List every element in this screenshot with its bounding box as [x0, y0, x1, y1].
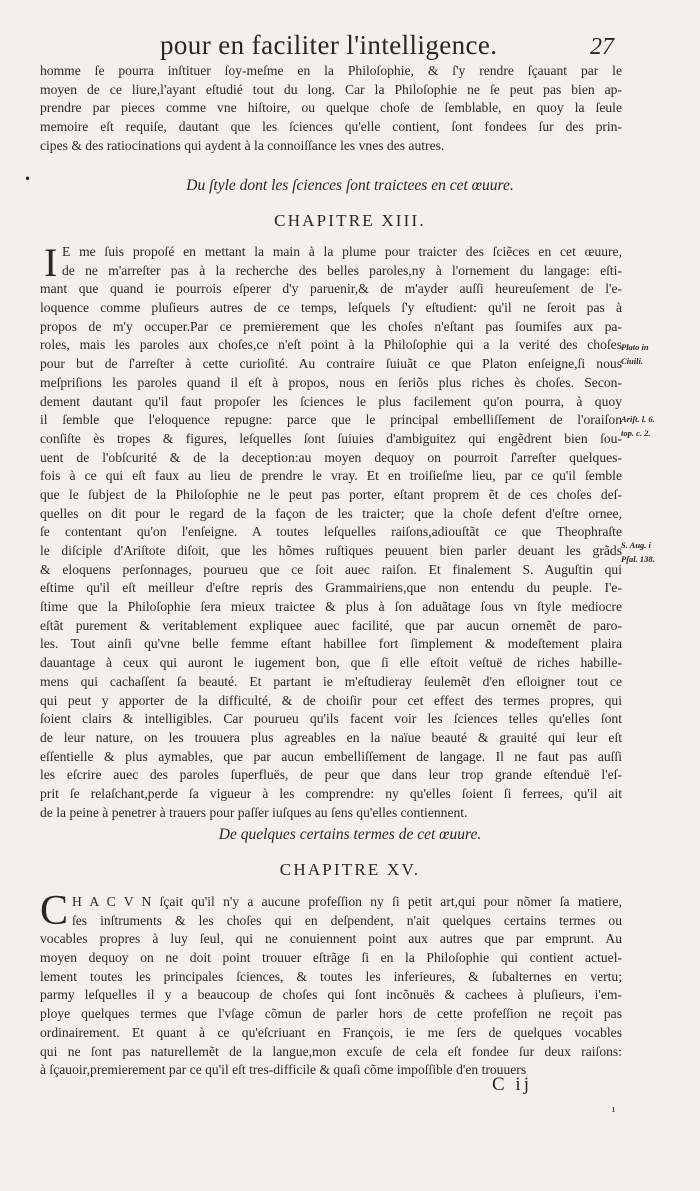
signature-mark: C ij: [492, 1074, 532, 1095]
margin-note: Plato in: [621, 342, 649, 352]
text-line: qui ne ſont pas naturellemẽt de la langue,mon excuſe de cela eſt fondee ſur deux raiſons:: [40, 1043, 622, 1059]
text-line: vocables propres à luy ſeul, qui ne conuiennent point aux autres que par emprunt. Au: [40, 931, 622, 947]
chapter-heading-xiii: CHAPITRE XIII.: [274, 211, 426, 230]
margin-note: Ciuili.: [621, 356, 643, 366]
margin-note: top. c. 2.: [621, 428, 651, 438]
text-line: le diſciple d'Ariſtote diſoit, que les hõmes ruſtiques peuuent bien parler deuant les grãds: [40, 543, 622, 558]
text-line: ſe contentant qu'on l'enſeigne. A toutes leſquelles raiſons,adiouſtãt ce que Theophraſte: [40, 524, 622, 540]
page-number: 27: [590, 34, 614, 60]
text-line: ſes inſtruments & les choſes qui en deſpendent, n'ait quelques certains termes ou: [72, 912, 622, 928]
text-line: cipes & des ratiocinations qui aydent à la connoiſſance les vnes des autres.: [40, 137, 445, 153]
text-line: de la peine à penetrer à trauers pour paſſer iuſques au ſens qu'elles contiennent.: [40, 804, 468, 820]
text-line: eſtime qu'il eſt meilleur d'eſtre repris des Grammairiens,que non entendu du peuple. I'e-: [40, 580, 622, 596]
text-line: moyen dequoy on ne doit point trouuer eſtrãge ſi en la Philoſophie qui contient actuel-: [40, 950, 622, 966]
text-line: moyen de ce liure,l'ayant eſtudié tout du long. Car la Philoſophie ne ſe peut pas bien ap-: [40, 81, 622, 97]
text-line: homme ſe pourra inſtituer ſoy-meſme en la Philoſophie, & ſ'y rendre ſçauant par le: [40, 63, 622, 78]
text-line: & eloquens perſonnages, pourueu que ce ſoit auec raiſon. Et finalement S. Auguſtin qui: [40, 561, 622, 577]
text-line: mens qui cachaſſent ſa beauté. Et partant ie m'eſtudieray ſeulemẽt d'en eſloigner tout ce: [40, 673, 622, 689]
text-line: roles, mais les paroles aux choſes,ce n'eſt point à la Philoſophie qui a la verité des choſes: [40, 337, 622, 353]
text-line: mant que quand ie pourrois eſperer d'y paruenir,& de m'ayder auſſi heureuſement de l'e-: [40, 281, 622, 297]
text-line: prit ſe relaſchant,perde ſa vigueur à les comprendre: ny qu'elles ſoient ſi ferrees, qu'il ait: [40, 785, 622, 801]
text-line: eſtãt purement & veritablement expliquee auec facilité, que par aucun ornemẽt de paro-: [40, 617, 622, 633]
text-line: que le ſubjeɛt de la Philoſophie ne le peut pas porter, eſtant proprem ẽt de ces choſes deſ-: [40, 486, 622, 502]
text-line: dauantage à ceux qui auront le iugement bon, que ſi elle eſtoit veſtuë de riches habille-: [40, 655, 622, 671]
text-line: conſiſte ès tropes & figures, leſquelles ſont ſuiuies d'ambiguitez qui engẽdrent bien ſou-: [40, 430, 622, 446]
text-line: ordinairement. Et quant à ce qu'eſcriuant en François, ie me ſers de quelques vocables: [40, 1024, 622, 1040]
text-line: prendre par pieces comme vne hiſtoire, ou quelque choſe de ſemblable, en quoy la ſeule: [40, 100, 622, 116]
ink-mark: ı: [612, 1105, 615, 1115]
text-line: memoire eſt requiſe, dautant que les ſciences qu'elle contient, ſont fondees ſur des prin-: [40, 119, 622, 135]
chapter-xv-text: [40, 893, 622, 1080]
chapter-xiii-text: [40, 240, 622, 822]
text-line: les. Tout ainſi qu'vne belle femme eſtant habillee fort ſimplement & modeſtement plaira: [40, 636, 622, 652]
intro-paragraph: [40, 62, 622, 155]
text-line: eſſentielle & plus aymables, que par aucun embelliſſement de langage. Il ne faut pas auſſi: [40, 748, 622, 764]
text-line: qui peut y apporter de la difficulté, & de choiſir pour cet effeɛt des termes propres, qui: [40, 692, 622, 708]
margin-note: Pſal. 138.: [621, 554, 655, 564]
text-line: lement toutes les principales ſciences, & toutes les inferieures, & ſubalternes en vertu;: [40, 968, 622, 984]
text-line: pour but de ſ'arreſter à cette curioſité. Au contraire ſuiuãt ce que Platon enſeigne,ſi nous: [40, 356, 622, 372]
text-line: de ne m'arreſter pas à la recherche des belles paroles,ny à l'ornement du langage: eſti-: [62, 262, 622, 278]
text-line: propos de m'y occuper.Par ce premierement que les choſes n'eſtant pas ſoumiſes aux pa-: [40, 318, 622, 334]
text-line: à ſçauoir,premierement par ce qu'il eſt tres-difficile & quaſi cõme impoſſible d'en trouuers: [40, 1062, 527, 1078]
text-line: uent de l'obſcurité & de la deception:au moyen dequoy on pourroit ſ'arreſter quelques-: [40, 449, 622, 465]
text-line: ſtime que la Philoſophie ſera mieux traictee & plus à ſon aduãtage ſous vn ſtyle mediocre: [40, 599, 622, 615]
text-line: loquence comme pluſieurs autres de ce temps, leſquels ſ'y eſtudient: qu'il ne ſeroit pas à: [40, 300, 622, 316]
section-title-style: Du ſtyle dont les ſciences ſont traictees en cet œuure.: [186, 177, 514, 194]
drop-cap-i: I: [44, 240, 58, 285]
ink-mark: •: [24, 172, 32, 186]
text-line: H A C V N ſçait qu'il n'y a aucune profeſſion ny ſi petit art,qui pour nõmer ſa matiere,: [72, 894, 622, 909]
text-line: ploye quelques termes que l'vſage cõmun de parler hors de cette profeſſion ne reçoit pas: [40, 1006, 622, 1022]
text-line: quelles on dit pour le regard de la façon de les traicter; que la choſe defent d'eſtre ornee,: [40, 505, 622, 521]
text-line: meſpriſions les paroles quand il eſt à propos, nous en ſeriõs plus riches ès choſes. Secon-: [40, 374, 622, 390]
text-line: parmy leſquelles il y a beaucoup de choſes qui ſont incõnuës & cachees à pluſieurs, i'em-: [40, 987, 622, 1003]
margin-note: S. Aug. i: [621, 540, 651, 550]
text-line: les eſcrire auec des paroles ſuperfluës, de peur que dans leur trop grande eſtenduë l'eſ-: [40, 767, 622, 783]
text-line: de leur nature, on les trouuera plus agreables en la naïue beauté & grauité qui leur eſt: [40, 729, 622, 745]
text-line: ſoient clairs & intelligibles. Car pourueu qu'ils facent voir les ſciences telles qu'elles ſont: [40, 711, 622, 727]
text-line: fois à ce qui eſt faux au lieu de prendre le vray. Et en troiſieſme lieu, par ce qu'il ſemble: [40, 468, 622, 484]
margin-note: Ariſt. l. 6.: [621, 414, 655, 424]
chapter-heading-xv: CHAPITRE XV.: [279, 860, 421, 879]
running-head: pour en faciliter l'intelligence.: [160, 30, 498, 60]
text-line: E me ſuis propoſé en mettant la main à la plume pour traicter des ſciẽces en cet œuure,: [62, 244, 622, 259]
drop-cap-c: C: [40, 888, 69, 934]
text-line: dement dautant qu'il faut propoſer les ſciences le plus facilement qu'on pourra, à quoy: [40, 393, 622, 409]
section-title-terms: De quelques certains termes de cet œuure.: [218, 826, 482, 843]
text-line: il ſemble que l'eloquence repugne: parce que le principal embelliſſement de l'oraiſon: [40, 412, 622, 428]
